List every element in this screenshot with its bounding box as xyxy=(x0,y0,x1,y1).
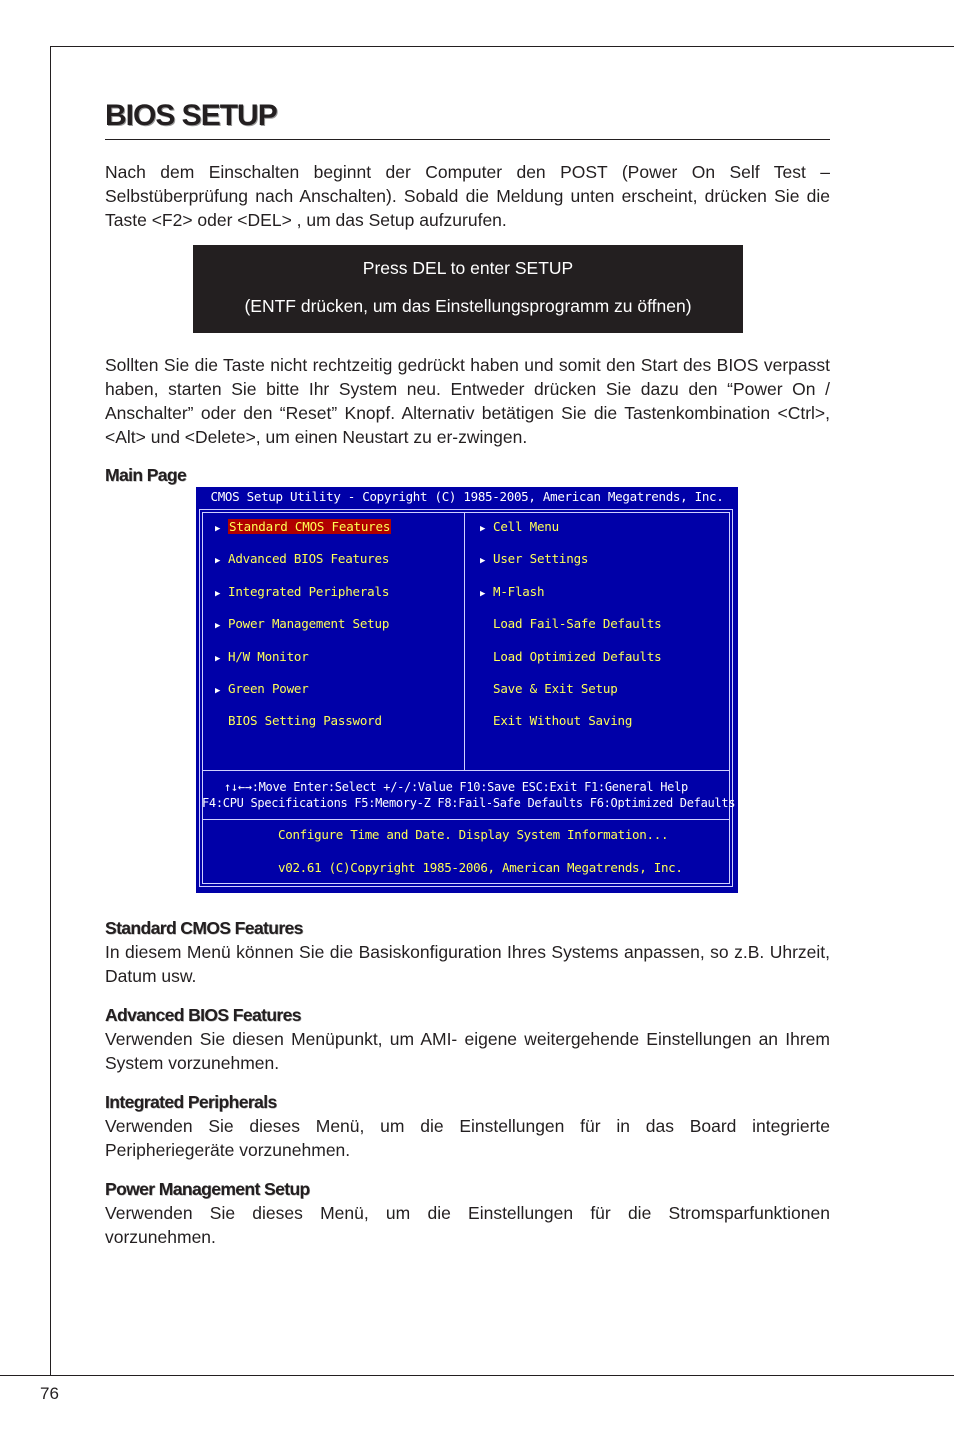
page-title: BIOS SETUP xyxy=(105,99,277,132)
triangle-right-icon: ▶ xyxy=(215,685,221,696)
bios-menu-item-setting-password[interactable] xyxy=(215,713,391,745)
section-text-integrated-peripherals: Verwenden Sie dieses Menü, um die Einstellungen für in das Board integrierte Peripheriegeräte vorzunehmen. xyxy=(105,1116,830,1160)
bios-divider-status xyxy=(202,819,730,820)
page-frame-top xyxy=(50,46,954,47)
triangle-right-icon: ▶ xyxy=(480,524,486,534)
section-heading-integrated-peripherals: Integrated Peripherals xyxy=(105,1092,277,1112)
main-page-heading: Main Page xyxy=(105,465,187,485)
bios-menu-item-label: Exit Without Saving xyxy=(493,713,633,729)
bios-version-line: v02.61 (C)Copyright 1985-2006, American Megatrends, Inc. xyxy=(278,860,683,875)
bios-menu-item-label: Advanced BIOS Features xyxy=(228,551,390,567)
section-heading-standard-cmos: Standard CMOS Features xyxy=(105,918,303,938)
bios-right-menu xyxy=(480,519,662,746)
notice-line-1: Press DEL to enter SETUP xyxy=(362,258,574,278)
bios-menu-item-label: Save & Exit Setup xyxy=(493,680,618,696)
bios-menu-item-integrated-peripherals[interactable] xyxy=(215,584,391,616)
bios-key-legend-line-2: F4:CPU Specifications F5:Memory-Z F8:Fail-Safe Defaults F6:Optimized Defaults xyxy=(202,796,736,810)
bios-key-legend-line-1: ↑↓←→:Move Enter:Select +/-/:Value F10:Save ESC:Exit F1:General Help xyxy=(224,780,688,794)
bios-menu-item-fail-safe[interactable] xyxy=(480,616,662,648)
section-heading-power-management: Power Management Setup xyxy=(105,1179,310,1199)
bios-menu-item-label: Cell Menu xyxy=(493,519,559,534)
bios-left-menu xyxy=(215,519,391,746)
bios-menu-item-label: BIOS Setting Password xyxy=(228,713,382,729)
triangle-right-icon: ▶ xyxy=(215,588,221,599)
bios-menu-item-label: Power Management Setup xyxy=(228,616,390,632)
bios-menu-item-label: Green Power xyxy=(228,680,309,696)
bios-menu-item-exit-without-saving[interactable] xyxy=(480,713,662,745)
bios-key-legend xyxy=(202,779,736,811)
triangle-right-icon: ▶ xyxy=(480,556,486,567)
bios-menu-item-label: User Settings xyxy=(493,551,589,567)
bios-menu-item-standard-cmos[interactable] xyxy=(215,519,391,551)
bios-menu-item-label: Load Optimized Defaults xyxy=(493,648,662,664)
notice-line-2: (ENTF drücken, um das Einstellungsprogramm zu öffnen) xyxy=(244,296,692,316)
page-content xyxy=(105,96,830,1249)
bios-menu-item-label: Standard CMOS Features xyxy=(229,519,391,534)
triangle-right-icon: ▶ xyxy=(480,588,486,599)
bios-menu-item-hw-monitor[interactable] xyxy=(215,649,391,681)
bios-title-bar: CMOS Setup Utility - Copyright (C) 1985-2005, American Megatrends, Inc. xyxy=(210,489,724,504)
bios-menu-item-optimized[interactable] xyxy=(480,649,662,681)
bios-menu-item-save-exit[interactable] xyxy=(480,681,662,713)
bios-menu-item-label: M-Flash xyxy=(493,583,545,599)
triangle-right-icon: ▶ xyxy=(215,621,221,632)
title-rule xyxy=(105,139,830,140)
bios-menu-item-user-settings[interactable] xyxy=(480,551,662,583)
restart-paragraph: Sollten Sie die Taste nicht rechtzeitig gedrückt haben und somit den Start des BIOS verpasst haben, starten Sie bitte Ihr System neu. Entweder drücken Sie dazu den “Power On / Anschalter” oder den “Reset” Knopf. Alternativ betätigen Sie die Tastenkombination <Ctrl>, <Alt> und <Delete>, um einen Neustart zu er-zwingen. xyxy=(105,355,830,447)
triangle-right-icon: ▶ xyxy=(215,524,221,534)
bios-status-line: Configure Time and Date. Display System Information... xyxy=(278,827,669,842)
section-text-standard-cmos: In diesem Menü können Sie die Basiskonfiguration Ihres Systems anpassen, so z.B. Uhrzeit, Datum usw. xyxy=(105,942,830,986)
page-frame-left xyxy=(50,46,51,1376)
bios-menu-item-cell-menu[interactable] xyxy=(480,519,662,551)
post-notice-box xyxy=(193,245,743,333)
section-text-advanced-bios: Verwenden Sie diesen Menüpunkt, um AMI- eigene weitergehende Einstellungen an Ihrem System vorzunehmen. xyxy=(105,1029,830,1073)
bios-menu-item-green-power[interactable] xyxy=(215,681,391,713)
bios-menu-item-label: Load Fail-Safe Defaults xyxy=(493,616,662,632)
bios-menu-item-advanced-bios[interactable] xyxy=(215,551,391,583)
bios-screenshot xyxy=(196,487,738,893)
bios-menu-item-power-management[interactable] xyxy=(215,616,391,648)
triangle-right-icon: ▶ xyxy=(215,556,221,567)
section-heading-advanced-bios: Advanced BIOS Features xyxy=(105,1005,301,1025)
bios-divider-keys xyxy=(202,770,730,771)
bios-menu-item-label: H/W Monitor xyxy=(228,648,309,664)
bios-menu-item-label: Integrated Peripherals xyxy=(228,583,390,599)
triangle-right-icon: ▶ xyxy=(215,653,221,664)
bios-menu-item-m-flash[interactable] xyxy=(480,584,662,616)
page-number: 76 xyxy=(40,1384,59,1403)
section-text-power-management: Verwenden Sie dieses Menü, um die Einstellungen für die Stromsparfunktionen vorzunehmen. xyxy=(105,1203,830,1247)
bios-column-divider xyxy=(464,512,465,770)
page-frame-bottom xyxy=(0,1375,954,1376)
intro-paragraph: Nach dem Einschalten beginnt der Computer den POST (Power On Self Test – Selbstüberprüfung nach Anschalten). Sobald die Meldung unten erscheint, drücken Sie die Taste <F2> oder <DEL> , um das Setup aufzurufen. xyxy=(105,162,830,230)
